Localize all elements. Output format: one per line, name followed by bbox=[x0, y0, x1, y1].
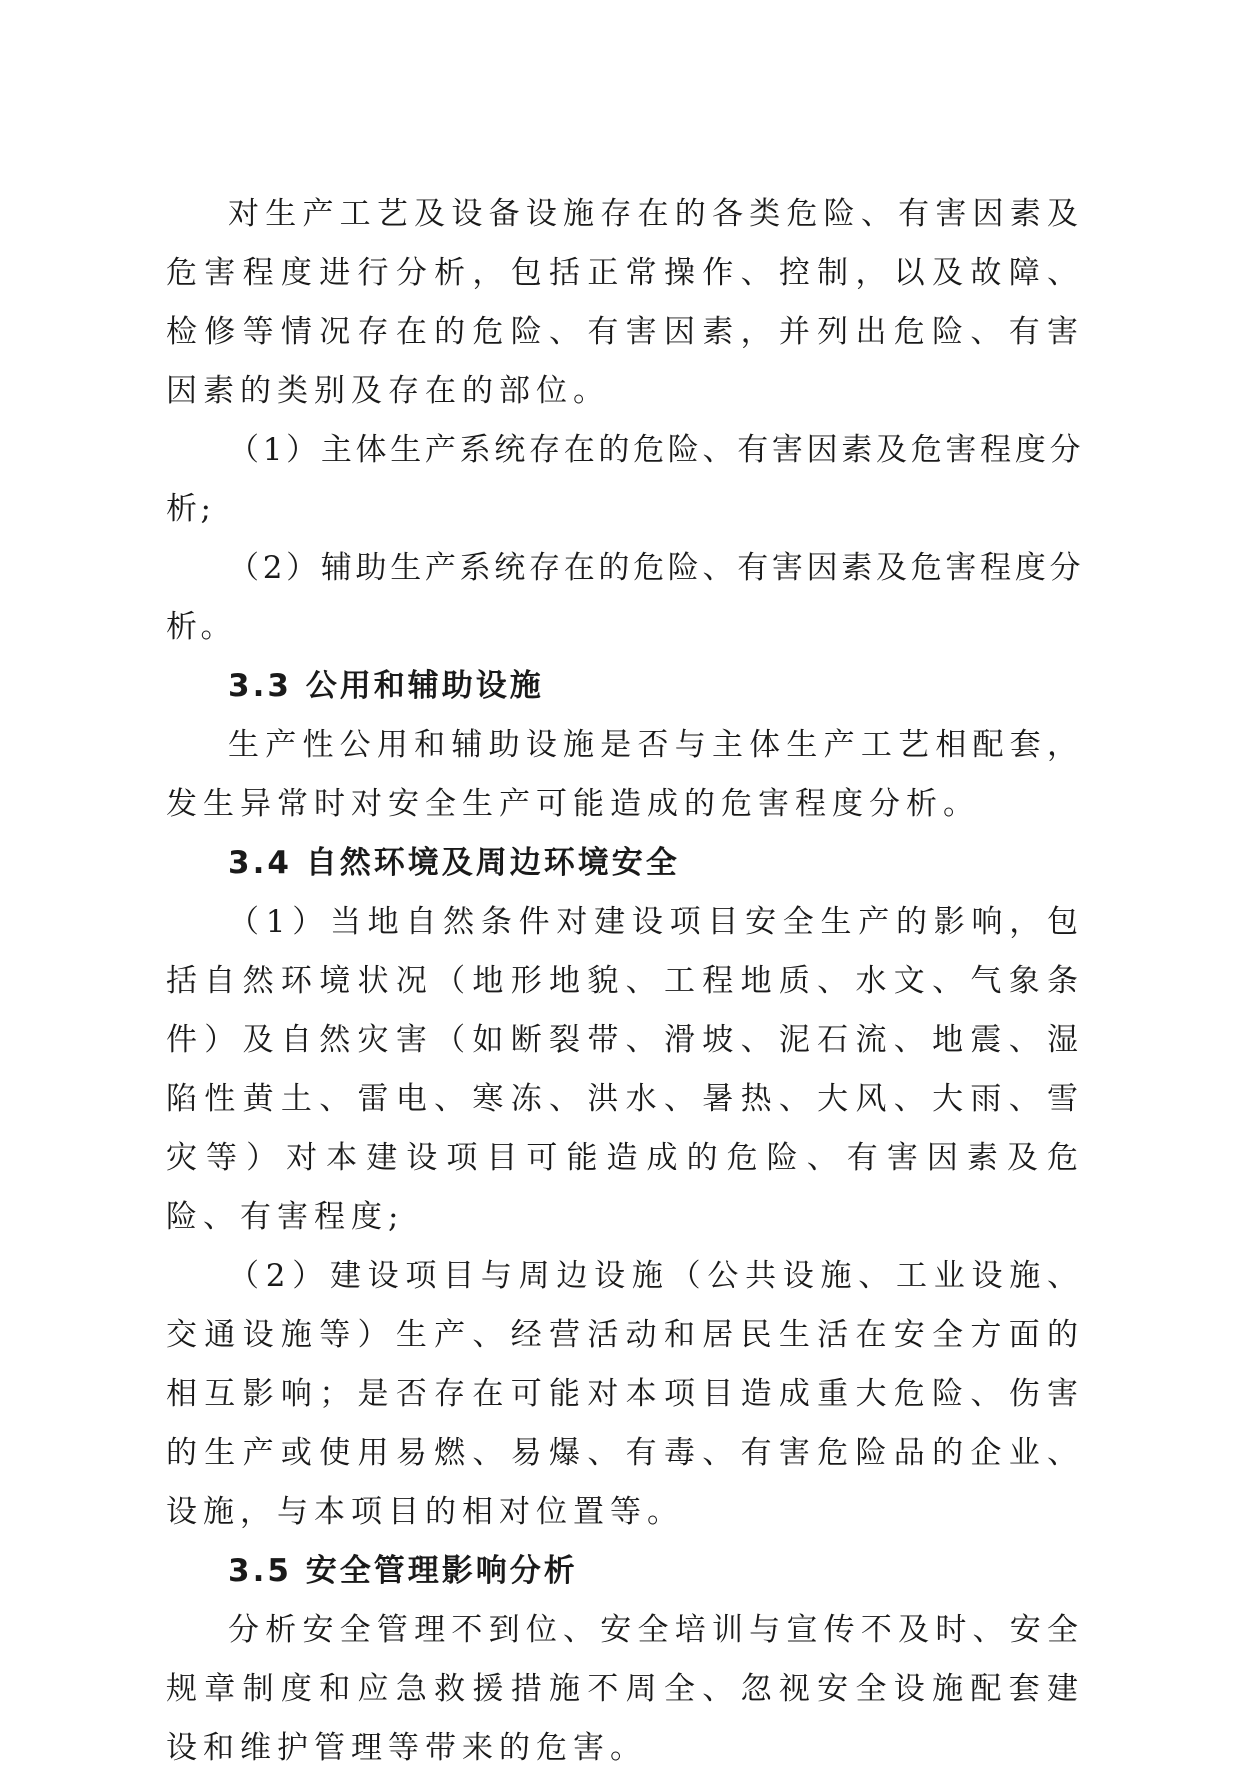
section-3-3-heading: 3.3 公用和辅助设施 bbox=[228, 668, 544, 704]
intro-paragraph: 对生产工艺及设备设施存在的各类危险、有害因素及危害程度进行分析，包括正常操作、控制，以及故障、检修等情况存在的危险、有害因素，并列出危险、有害因素的类别及存在的部位。 bbox=[166, 196, 1084, 409]
section-3-4-heading: 3.4 自然环境及周边环境安全 bbox=[228, 845, 680, 881]
document-body bbox=[166, 185, 1084, 1778]
hazard-item-2: （2）辅助生产系统存在的危险、有害因素及危害程度分析。 bbox=[166, 550, 1084, 645]
section-3-5-heading: 3.5 安全管理影响分析 bbox=[228, 1553, 578, 1589]
section-3-4-item-2: （2）建设项目与周边设施（公共设施、工业设施、交通设施等）生产、经营活动和居民生活在安全方面的相互影响；是否存在可能对本项目造成重大危险、伤害的生产或使用易燃、易爆、有毒、有害危险品的企业、设施，与本项目的相对位置等。 bbox=[166, 1258, 1084, 1530]
section-3-5-body: 分析安全管理不到位、安全培训与宣传不及时、安全规章制度和应急救援措施不周全、忽视安全设施配套建设和维护管理等带来的危害。 bbox=[166, 1612, 1084, 1766]
section-3-4-item-1: （1）当地自然条件对建设项目安全生产的影响，包括自然环境状况（地形地貌、工程地质、水文、气象条件）及自然灾害（如断裂带、滑坡、泥石流、地震、湿陷性黄土、雷电、寒冻、洪水、暑热、大风、大雨、雪灾等）对本建设项目可能造成的危险、有害因素及危险、有害程度; bbox=[166, 904, 1084, 1235]
hazard-item-1: （1）主体生产系统存在的危险、有害因素及危害程度分析; bbox=[166, 432, 1084, 527]
section-3-3-body: 生产性公用和辅助设施是否与主体生产工艺相配套，发生异常时对安全生产可能造成的危害程度分析。 bbox=[166, 727, 1084, 822]
